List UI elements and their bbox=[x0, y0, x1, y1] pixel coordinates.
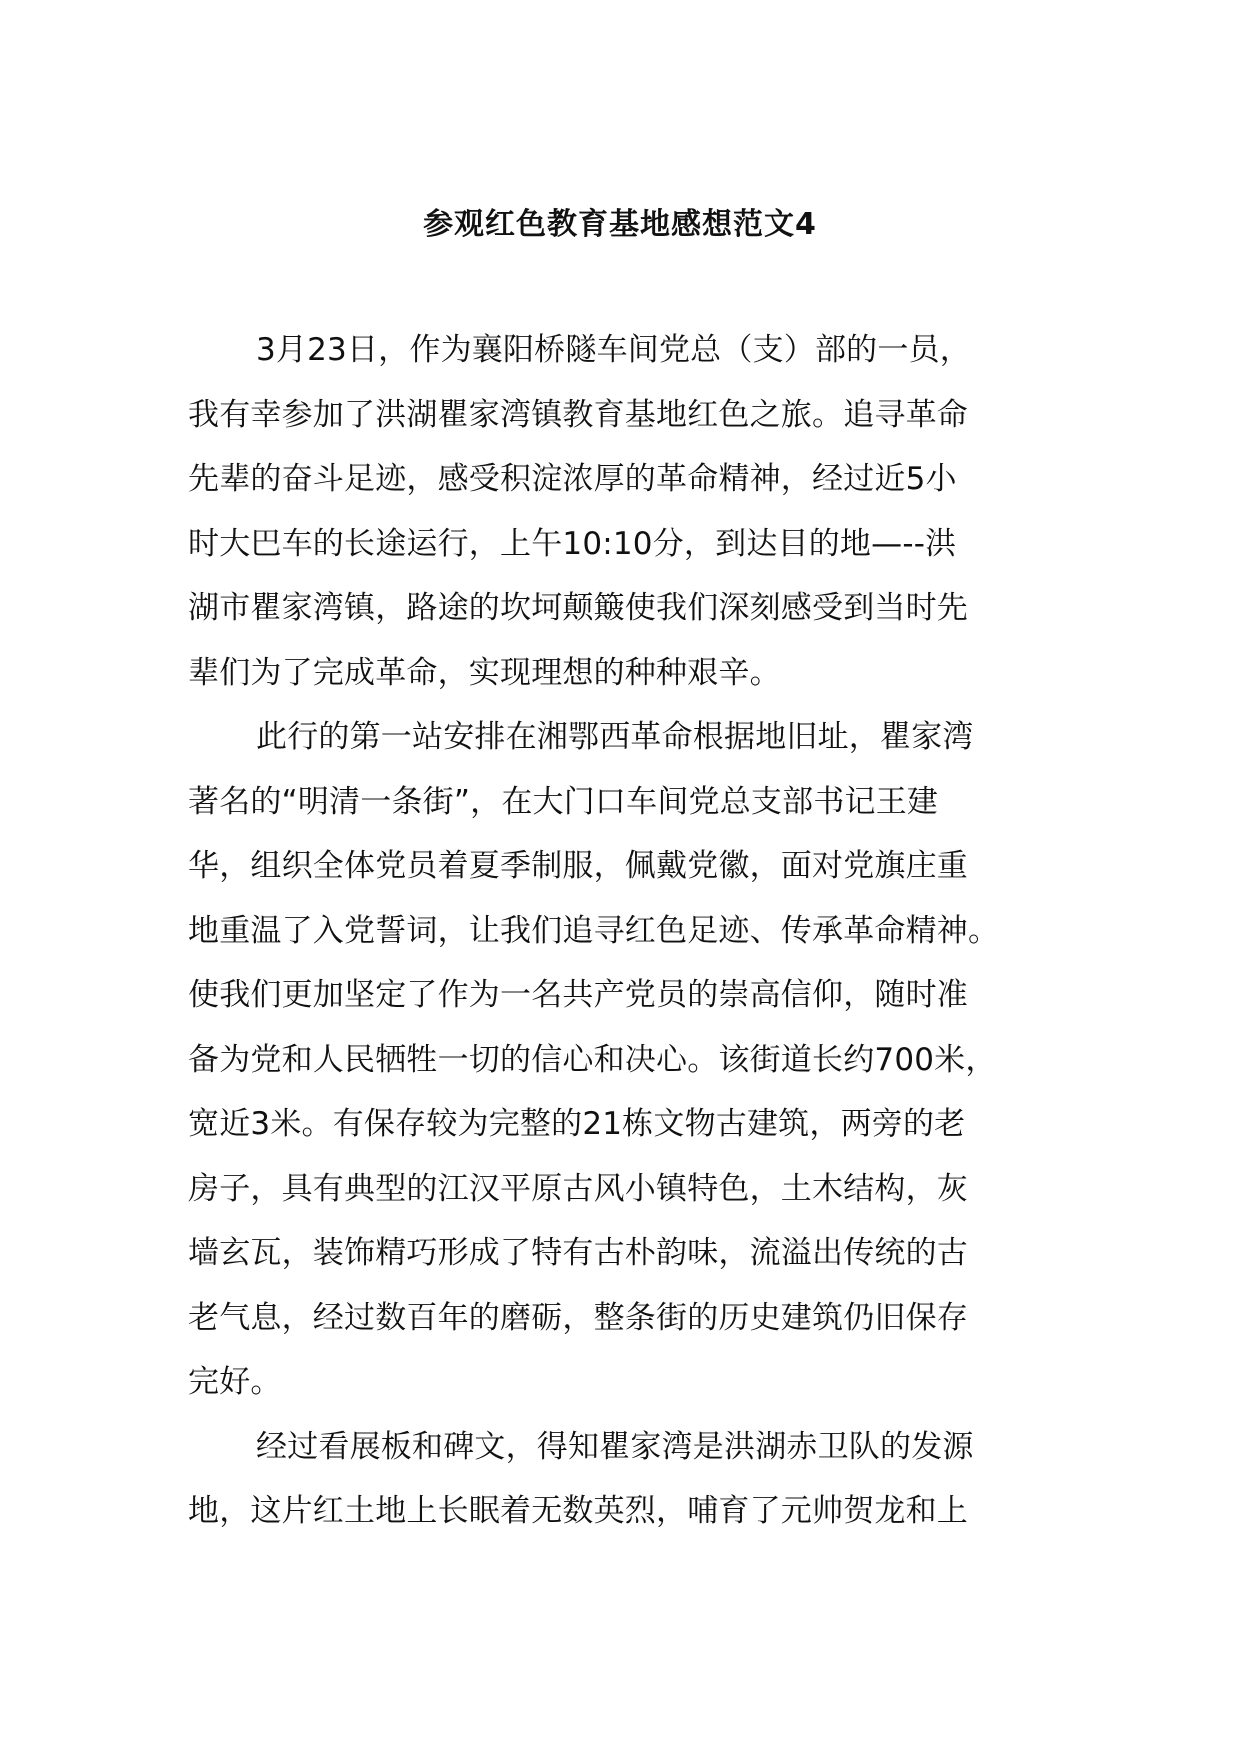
paragraph-1-line: 3月23日，作为襄阳桥隧车间党总（支）部的一员， bbox=[256, 332, 971, 368]
document-body bbox=[188, 318, 1068, 1544]
paragraph-1-line: 时大巴车的长途运行，上午10:10分，到达目的地—--洪 bbox=[188, 525, 957, 562]
paragraph-2-line: 宽近3米。有保存较为完整的21栋文物古建筑，两旁的老 bbox=[188, 1106, 966, 1142]
paragraph-2-line: 地重温了入党誓词，让我们追寻红色足迹、传承革命精神。 bbox=[188, 912, 1000, 949]
paragraph-3-line: 经过看展板和碑文，得知瞿家湾是洪湖赤卫队的发源 bbox=[256, 1428, 974, 1465]
paragraph-2-line: 老气息，经过数百年的磨砺，整条街的历史建筑仍旧保存 bbox=[188, 1299, 968, 1336]
paragraph-2-line: 备为党和人民牺牲一切的信心和决心。该街道长约700米， bbox=[188, 1041, 997, 1078]
paragraph-1-line: 先辈的奋斗足迹，感受积淀浓厚的革命精神，经过近5小 bbox=[188, 461, 957, 497]
document-title: 参观红色教育基地感想范文4 bbox=[423, 207, 817, 242]
paragraph-1-line: 湖市瞿家湾镇，路途的坎坷颠簸使我们深刻感受到当时先 bbox=[188, 590, 968, 626]
paragraph-1-line: 我有幸参加了洪湖瞿家湾镇教育基地红色之旅。追寻革命 bbox=[188, 396, 968, 433]
paragraph-2-line: 完好。 bbox=[188, 1364, 282, 1400]
paragraph-3-line: 地，这片红土地上长眠着无数英烈，哺育了元帅贺龙和上 bbox=[188, 1493, 968, 1529]
paragraph-2-line: 著名的“明清一条街”，在大门口车间党总支部书记王建 bbox=[188, 783, 939, 820]
paragraph-2-line: 华，组织全体党员着夏季制服，佩戴党徽，面对党旗庄重 bbox=[188, 848, 968, 884]
paragraph-2-line: 使我们更加坚定了作为一名共产党员的崇高信仰，随时准 bbox=[188, 977, 968, 1013]
paragraph-2-line: 此行的第一站安排在湘鄂西革命根据地旧址，瞿家湾 bbox=[256, 719, 974, 755]
paragraph-2-line: 房子，具有典型的江汉平原古风小镇特色，土木结构，灰 bbox=[188, 1170, 968, 1207]
paragraph-1-line: 辈们为了完成革命，实现理想的种种艰辛。 bbox=[188, 654, 781, 691]
paragraph-2-line: 墙玄瓦，装饰精巧形成了特有古朴韵味，流溢出传统的古 bbox=[188, 1235, 968, 1271]
